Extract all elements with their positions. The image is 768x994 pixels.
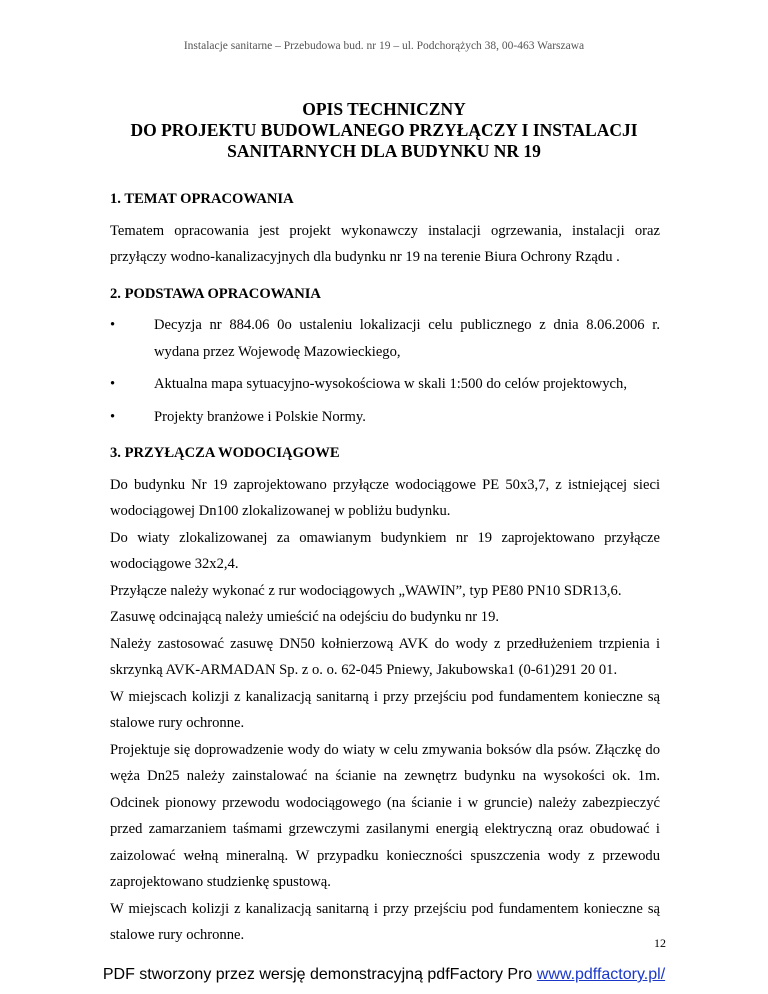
list-item [110,371,660,398]
basis-list [110,312,660,430]
title-line-3: SANITARNYCH DLA BUDYNKU NR 19 [227,141,541,161]
title-line-1: OPIS TECHNICZNY [302,99,466,119]
bullet-icon: • [110,376,116,392]
list-item [110,312,660,365]
section-2-heading: 2. PODSTAWA OPRACOWANIA [110,285,321,302]
paragraph: Do wiaty zlokalizowanej za omawianym budynkiem nr 19 zaprojektowano przyłącze wodociągowe 32x2,4. [110,529,660,572]
footer-link[interactable]: www.pdffactory.pl/ [536,966,666,983]
paragraph: W miejscach kolizji z kanalizacją sanitarną i przy przejściu pod fundamentem konieczne są stalowe rury ochronne. [110,688,660,731]
section-1-paragraph: Tematem opracowania jest projekt wykonawczy instalacji ogrzewania, instalacji oraz przyłączy wodno-kanalizacyjnych dla budynku nr 19 na terenie Biura Ochrony Rządu . [110,222,660,265]
section-1-heading: 1. TEMAT OPRACOWANIA [110,191,294,207]
list-item-text: Aktualna mapa sytuacyjno-wysokościowa w skali 1:500 do celów projektowych, [154,376,627,392]
pdf-footer [0,966,768,984]
list-item [110,404,660,431]
list-item-text: Decyzja nr 884.06 0o ustaleniu lokalizacji celu publicznego z dnia 8.06.2006 r. wydana przez Wojewodę Mazowieckiego, [154,317,660,360]
page-number: 12 [654,936,666,950]
bullet-icon: • [110,317,116,333]
paragraph: Do budynku Nr 19 zaprojektowano przyłącze wodociągowe PE 50x3,7, z istniejącej sieci wodociągowej Dn100 zlokalizowanej w pobliżu budynku. [110,476,660,519]
paragraph: Przyłącze należy wykonać z rur wodociągowych „WAWIN”, typ PE80 PN10 SDR13,6. [110,582,622,599]
document-title [0,99,768,162]
bullet-icon: • [110,408,116,425]
paragraph: W miejscach kolizji z kanalizacją sanitarną i przy przejściu pod fundamentem konieczne są stalowe rury ochronne. [110,900,660,943]
section-3-heading: 3. PRZYŁĄCZA WODOCIĄGOWE [110,445,340,461]
paragraph: Należy zastosować zasuwę DN50 kołnierzową AVK do wody z przedłużeniem trzpienia i skrzynką AVK-ARMADAN Sp. z o. o. 62-045 Pniewy, Jakubowska1 (0-61)291 20 01. [110,635,660,678]
footer-text: PDF stworzony przez wersję demonstracyjną pdfFactory Pro [102,966,537,983]
title-line-2: DO PROJEKTU BUDOWLANEGO PRZYŁĄCZY I INSTALACJI [130,120,638,140]
paragraph: Projektuje się doprowadzenie wody do wiaty w celu zmywania boksów dla psów. Złączkę do węża Dn25 należy zainstalować na ścianie na zewnętrz budynku na wysokości ok. 1m. Odcinek pionowy przewodu wodociągowego (na ścianie i w gruncie) należy zabezpieczyć przed zamarzaniem taśmami grzewczymi zasilanymi energią elektryczną oraz obudować i zaizolować wełną mineralną. W przypadku konieczności spuszczenia wody z przewodu zaprojektowano studzienkę spustową. [110,741,660,890]
document-body [110,186,660,949]
list-item-text: Projekty branżowe i Polskie Normy. [154,408,366,425]
running-header: Instalacje sanitarne – Przebudowa bud. nr 19 – ul. Podchorążych 38, 00-463 Warszawa [183,40,585,52]
paragraph: Zasuwę odcinającą należy umieścić na odejściu do budynku nr 19. [110,609,500,625]
